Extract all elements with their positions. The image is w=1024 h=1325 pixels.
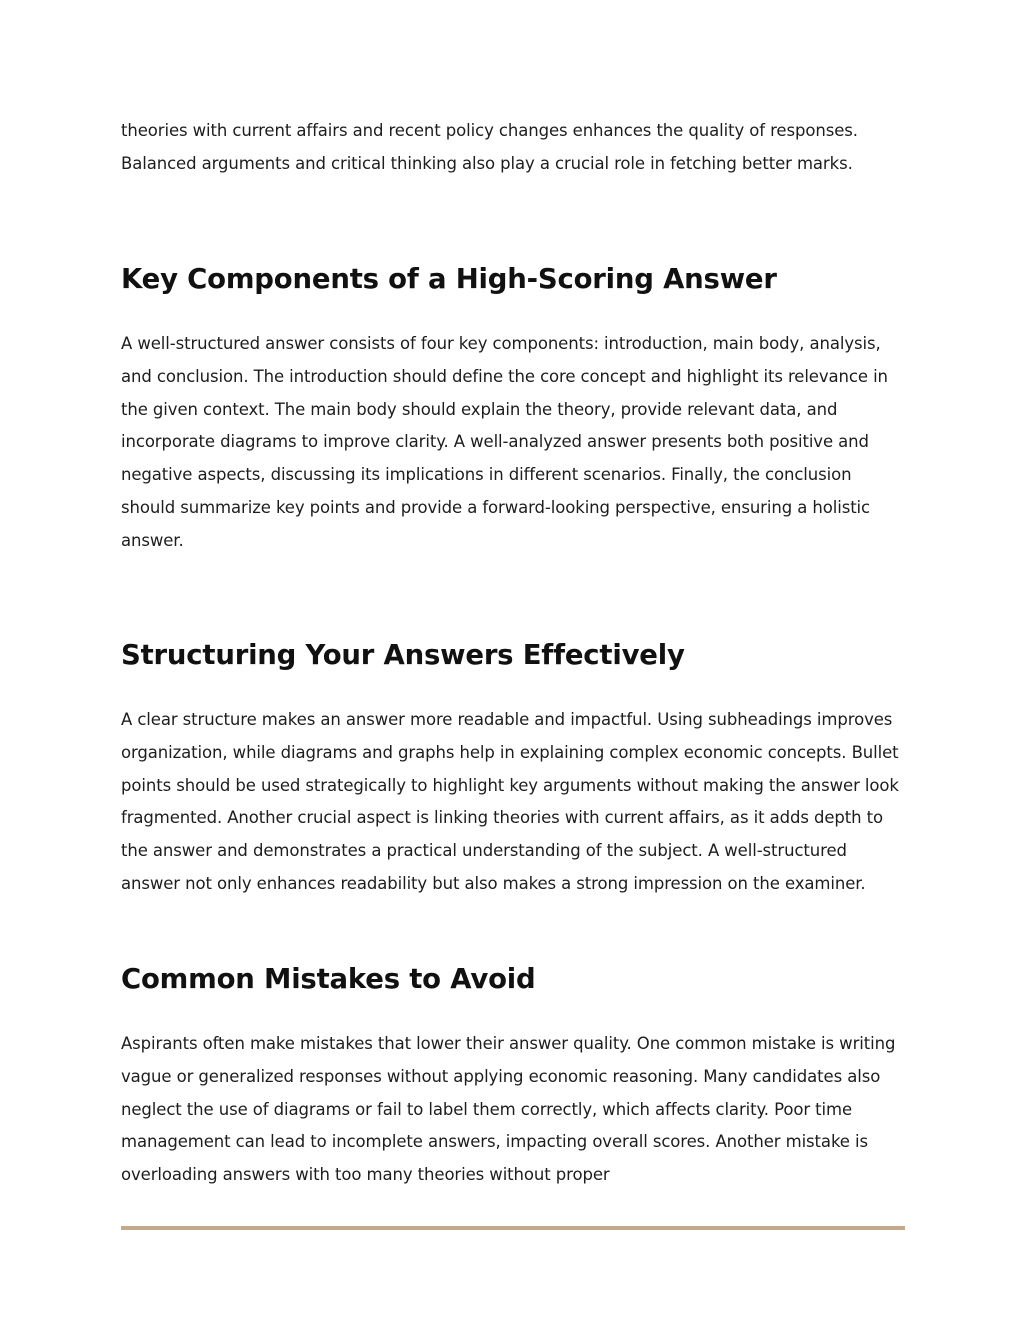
footer-divider: [121, 1226, 905, 1230]
intro-continuation-paragraph: theories with current affairs and recent policy changes enhances the quality of responses. Balanced arguments and critical thinking also play a crucial role in fetching better marks.: [121, 121, 858, 173]
key-components-heading: Key Components of a High-Scoring Answer: [121, 263, 777, 295]
common-mistakes-paragraph: Aspirants often make mistakes that lower their answer quality. One common mistake is writing vague or generalized responses without applying economic reasoning. Many candidates also neglect the use of diagrams or fail to label them correctly, which affects clarity. Poor time management can lead to incomplete answers, impacting overall scores. Another mistake is overloading answers with too many theories without proper: [121, 1034, 896, 1184]
common-mistakes-heading: Common Mistakes to Avoid: [121, 963, 536, 995]
structuring-heading: Structuring Your Answers Effectively: [121, 639, 685, 671]
structuring-paragraph: A clear structure makes an answer more readable and impactful. Using subheadings improves organization, while diagrams and graphs help in explaining complex economic concepts. Bullet points should be used strategically to highlight key arguments without making the answer look fragmented. Another crucial aspect is linking theories with current affairs, as it adds depth to the answer and demonstrates a practical understanding of the subject. A well-structured answer not only enhances readability but also makes a strong impression on the examiner.: [121, 710, 899, 893]
key-components-paragraph: A well-structured answer consists of four key components: introduction, main body, analysis, and conclusion. The introduction should define the core concept and highlight its relevance in the given context. The main body should explain the theory, provide relevant data, and incorporate diagrams to improve clarity. A well-analyzed answer presents both positive and negative aspects, discussing its implications in different scenarios. Finally, the conclusion should summarize key points and provide a forward-looking perspective, ensuring a holistic answer.: [121, 334, 888, 550]
